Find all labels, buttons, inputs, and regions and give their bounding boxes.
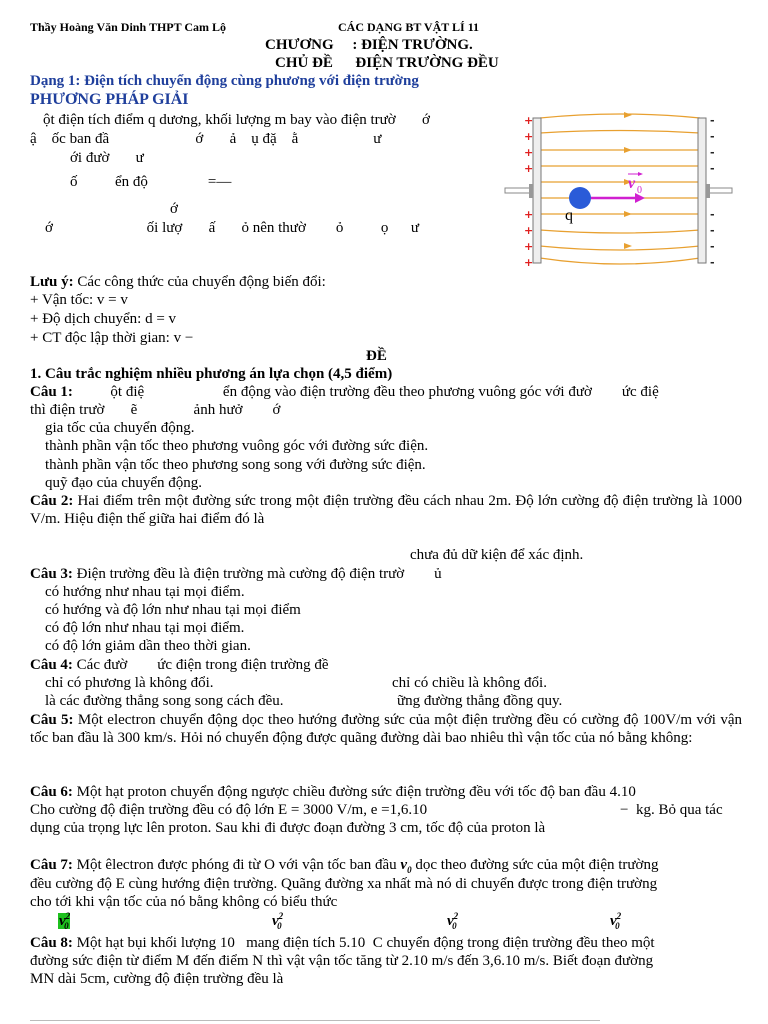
- q7-line2: đều cường độ E cùng hướng điện trường. Quãng đường xa nhất mà nó di chuyển được trong điện trường: [30, 876, 658, 892]
- q1-option-a: gia tốc của chuyển động.: [45, 420, 195, 436]
- q6-label: Câu 6:: [30, 784, 73, 800]
- q2-label: Câu 2:: [30, 493, 74, 509]
- note-intro: Các công thức của chuyển động biến đổi:: [73, 274, 326, 290]
- method-line-1: ột điện tích điểm q dương, khối lượng m bay vào điện trườ ớ: [43, 112, 430, 128]
- q4-line: Câu 4: Các đườ ức điện trong điện trường đề: [30, 657, 329, 673]
- header-right: CÁC DẠNG BT VẬT LÍ 11: [338, 20, 480, 34]
- q6-line2b: − kg. Bỏ qua tác: [620, 802, 723, 818]
- method-line-2: ậ ốc ban đầ ớ ả ụ đặ ằ ư: [30, 131, 382, 147]
- q5-text: Câu 5: Một electron chuyển động dọc theo hướng đường sức của một điện trường đều có cường độ 100V/m với vận tốc ban đầu là 300 km/s. Hỏi nó chuyển động được quãng đường dài bao nhiêu thì vận tốc của nó bằng không:: [30, 712, 743, 746]
- plus-sign: +: [524, 256, 534, 269]
- minus-sign: -: [710, 256, 715, 269]
- q2-text: Câu 2: Hai điểm trên một đường sức trong một điện trường đều cách nhau 2m. Độ lớn cường độ điện trường là 1000 V/m. Hiệu điện thế giữa hai điểm đó là: [30, 493, 742, 527]
- note-item-3: + CT độc lập thời gian: v −: [30, 330, 194, 346]
- velocity-label: v: [628, 175, 636, 192]
- minus-sign: -: [710, 146, 715, 159]
- electric-field-figure: [500, 108, 740, 273]
- q4-label: Câu 4:: [30, 657, 73, 673]
- q1-option-c: thành phần vận tốc theo phương song song với đường sức điện.: [45, 457, 426, 473]
- charge-label: q: [565, 207, 573, 224]
- note-title: Lưu ý:: [30, 274, 74, 290]
- de-title: ĐỀ: [366, 348, 387, 364]
- header-left: Thầy Hoàng Văn Dinh THPT Cam Lộ: [30, 20, 227, 34]
- minus-sign: -: [710, 130, 715, 143]
- note-line: [30, 273, 326, 291]
- q1-line2: thì điện trườ ẽ ảnh hưở ớ: [30, 402, 281, 418]
- note-item-1: + Vận tốc: v = v: [30, 292, 128, 308]
- q3-line: Câu 3: Điện trường đều là điện trường mà cường độ điện trườ ủ: [30, 566, 442, 582]
- minus-sign: -: [710, 224, 715, 237]
- q3-option-b: có hướng và độ lớn như nhau tại mọi điểm: [45, 602, 301, 618]
- q7-option-a[interactable]: $v^2_0$: [59, 911, 71, 931]
- plus-sign: +: [524, 130, 534, 143]
- q1-text1: ột điệ ển động vào điện trường đều theo phương vuông góc với đườ ức điệ: [110, 384, 659, 400]
- q3-option-c: có độ lớn như nhau tại mọi điểm.: [45, 620, 245, 636]
- section-dang: Dạng 1: Điện tích chuyển động cùng phương với điện trường: [30, 73, 419, 89]
- q8-line1: Câu 8: Một hạt bụi khối lượng 10 mang điện tích 5.10 C chuyển động trong điện trường đều theo một: [30, 935, 655, 951]
- q3-option-a: có hướng như nhau tại mọi điểm.: [45, 584, 245, 600]
- right-rod: [707, 188, 732, 193]
- q4-option-b: chỉ có chiều là không đổi.: [392, 675, 547, 691]
- q1-option-b: thành phần vận tốc theo phương vuông góc với đường sức điện.: [45, 438, 429, 454]
- minus-sign: -: [710, 114, 715, 127]
- q7-v0: $v_0$: [400, 857, 412, 875]
- method-line-3: ới đườ ư: [70, 150, 144, 166]
- plus-sign: +: [524, 114, 534, 127]
- q7-option-b[interactable]: $v^2_0$: [272, 911, 284, 931]
- note-item-2: + Độ dịch chuyển: d = v: [30, 311, 177, 327]
- plus-sign: +: [524, 240, 534, 253]
- plus-sign: +: [524, 162, 534, 175]
- section-method: PHƯƠNG PHÁP GIẢI: [30, 91, 189, 108]
- q7-line1: Câu 7: Một êlectron được phóng đi từ O với vận tốc ban đầu $v_0$ dọc theo đường sức của một điện trường: [30, 857, 659, 875]
- q4-option-d: ững đường thẳng đồng quy.: [397, 693, 563, 709]
- field-lines: [540, 114, 700, 264]
- q7-option-c[interactable]: $v^2_0$: [447, 911, 459, 931]
- method-line-4: ố ển độ =—: [70, 174, 232, 190]
- page-divider: [30, 1020, 600, 1021]
- minus-sign: -: [710, 208, 715, 221]
- positive-plate: [533, 118, 541, 263]
- q4-option-c: là các đường thẳng song song cách đều.: [45, 693, 284, 709]
- negative-plate: [698, 118, 706, 263]
- q1-line1: [30, 383, 659, 401]
- q2-option-d: chưa đủ dữ kiện để xác định.: [410, 547, 584, 563]
- q4-option-a: chỉ có phương là không đổi.: [45, 675, 214, 691]
- method-line-5: ớ: [170, 201, 178, 217]
- q5-label: Câu 5:: [30, 712, 74, 728]
- q6-line3: dụng của trọng lực lên proton. Sau khi đi được đoạn đường 3 cm, tốc độ của proton là: [30, 820, 546, 836]
- q7-line3: cho tới khi vận tốc của nó bằng không có biểu thức: [30, 894, 338, 910]
- q1-label: Câu 1:: [30, 384, 73, 400]
- chapter-title: CHƯƠNG : ĐIỆN TRƯỜNG.: [265, 37, 473, 53]
- velocity-sub: 0: [637, 185, 642, 196]
- charge-dot: [569, 187, 591, 209]
- q8-label: Câu 8:: [30, 935, 73, 951]
- q3-label: Câu 3:: [30, 566, 73, 582]
- q8-line3: MN dài 5cm, cường độ điện trường đều là: [30, 971, 284, 987]
- plus-sign: +: [524, 208, 534, 221]
- minus-sign: -: [710, 240, 715, 253]
- minus-sign: -: [710, 162, 715, 175]
- q7-option-d[interactable]: $v^2_0$: [610, 911, 622, 931]
- topic-title: CHỦ ĐỀ ĐIỆN TRƯỜNG ĐỀU: [275, 55, 499, 71]
- part1-title: 1. Câu trắc nghiệm nhiều phương án lựa chọn (4,5 điểm): [30, 366, 393, 382]
- q3-option-d: có độ lớn giảm dần theo thời gian.: [45, 638, 251, 654]
- q6-line1: Câu 6: Một hạt proton chuyển động ngược chiều đường sức điện trường đều với tốc độ ban đầu 4.10: [30, 784, 636, 800]
- q8-line2: đường sức điện từ điểm M đến điểm N thì vật vận tốc tăng từ 2.10 m/s đến 3,6.10 m/s. Biết đoạn đường: [30, 953, 654, 969]
- plus-sign: +: [524, 146, 534, 159]
- plus-sign: +: [524, 224, 534, 237]
- method-line-6: ớ ối lượ ấ ỏ nên thườ ỏ ọ ư: [45, 220, 420, 236]
- q1-option-d: quỹ đạo của chuyển động.: [45, 475, 203, 491]
- left-rod: [505, 188, 530, 193]
- q7-label: Câu 7:: [30, 857, 73, 873]
- q6-line2a: Cho cường độ điện trường đều có độ lớn E = 3000 V/m, e =1,6.10: [30, 802, 428, 818]
